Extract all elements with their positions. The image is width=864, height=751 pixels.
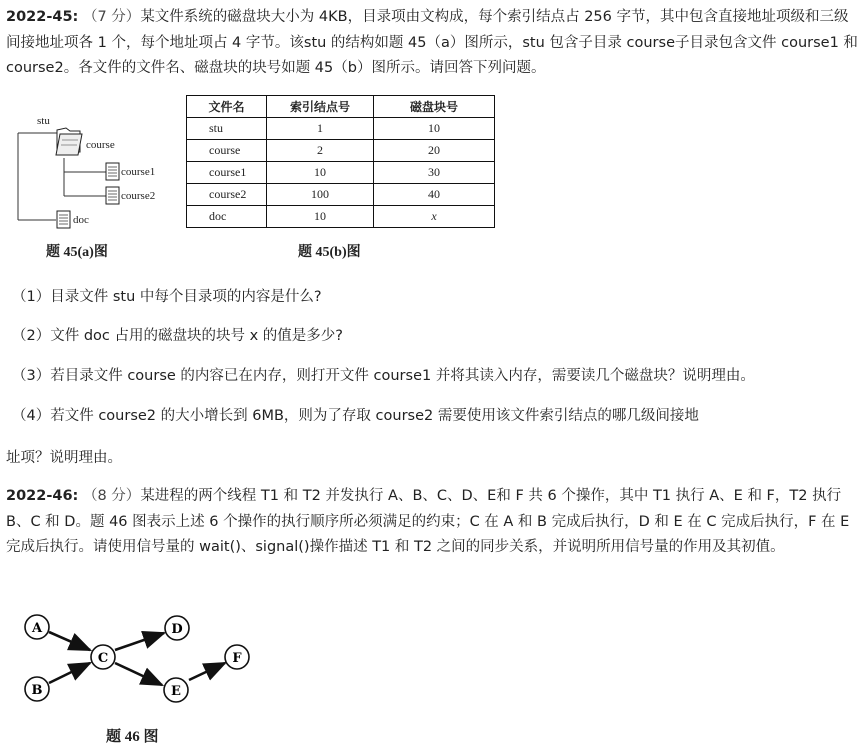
node-label: E bbox=[171, 684, 181, 699]
q45-question-2: （2）文件 doc 占用的磁盘块的块号 x 的值是多少? bbox=[12, 328, 343, 344]
table-cell: 40 bbox=[374, 184, 495, 206]
table-cell: 10 bbox=[267, 206, 374, 228]
table-cell: 30 bbox=[374, 162, 495, 184]
table-cell: 2 bbox=[267, 140, 374, 162]
tree-file-label: course2 bbox=[121, 190, 156, 202]
q45-score: （7 分） bbox=[82, 9, 141, 25]
q46-id: 2022-46: bbox=[6, 488, 79, 504]
q45-id: 2022-45: bbox=[6, 9, 79, 25]
table-cell: doc bbox=[187, 206, 267, 228]
table-row bbox=[187, 118, 495, 140]
q45-question-3: （3）若目录文件 course 的内容已在内存，则打开文件 course1 并将其读入内存，需要读几个磁盘块？说明理由。 bbox=[12, 368, 755, 384]
table-row bbox=[187, 162, 495, 184]
edge-a-c bbox=[49, 632, 90, 650]
figure-46-caption: 题 46 图 bbox=[106, 729, 159, 745]
table-cell: x bbox=[374, 206, 495, 228]
q45-question-1: （1）目录文件 stu 中每个目录项的内容是什么? bbox=[12, 289, 322, 305]
document-icon bbox=[57, 211, 70, 228]
file-table bbox=[186, 95, 495, 228]
graph-node-f bbox=[225, 645, 249, 669]
table-header: 文件名 bbox=[187, 96, 267, 118]
q46-text: 某进程的两个线程 T1 和 T2 并发执行 A、B、C、D、E和 F 共 6 个操作，其中 T1 执行 A、E 和 F，T2 执行B、C 和 D。题 46 图表示上述 6 个操作的执行顺序所必须满足的约束；C 在 A 和 B 完成后执行，D 和 E 在 C 完成后执行，F 在 E 完成后执行。请使用信号量的 wait()、signal()操作描述 T1 和 T2 之间的同步关系，并说明所用信号量的作用及其初值。 bbox=[6, 488, 850, 555]
document-icon bbox=[106, 187, 119, 204]
edge-c-e bbox=[115, 663, 162, 685]
edge-c-d bbox=[115, 633, 164, 650]
tree-file-label: course1 bbox=[121, 166, 156, 178]
table-cell: stu bbox=[187, 118, 267, 140]
node-label: D bbox=[171, 622, 183, 637]
document-icon bbox=[106, 163, 119, 180]
tree-dir-label: course bbox=[86, 139, 115, 151]
table-cell: course bbox=[187, 140, 267, 162]
node-label: C bbox=[97, 651, 109, 666]
table-row bbox=[187, 184, 495, 206]
graph-node-d bbox=[165, 616, 189, 640]
table-cell: course1 bbox=[187, 162, 267, 184]
table-cell: 100 bbox=[267, 184, 374, 206]
graph-edges bbox=[49, 632, 225, 685]
table-cell: course2 bbox=[187, 184, 267, 206]
edge-e-f bbox=[189, 663, 225, 680]
figure-45b-caption: 题 45(b)图 bbox=[298, 245, 361, 260]
q45-question-4: （4）若文件 course2 的大小增长到 6MB，则为了存取 course2 需要使用该文件索引结点的哪几级间接地 bbox=[12, 408, 699, 424]
tree-doc-label: doc bbox=[73, 214, 89, 226]
q45-intro: 某文件系统的磁盘块大小为 4KB，目录项由文构成，每个索引结点占 256 字节，其中包含直接地址项级和三级间接地址项各 1 个，每个地址项占 4 字节。该stu 的结构如题 45（a）图所示，stu 包含子目录 course子目录包含文件 course1 和 course2。各文件的文件名、磁盘块的块号如题 45（b）图所示。请回答下列问题。 bbox=[6, 9, 858, 76]
q45-question-4-cont: 址项？说明理由。 bbox=[6, 450, 122, 466]
table-cell: 10 bbox=[374, 118, 495, 140]
table-header: 磁盘块号 bbox=[374, 96, 495, 118]
table-header: 索引结点号 bbox=[267, 96, 374, 118]
graph-node-e bbox=[164, 678, 188, 702]
figure-45a-caption: 题 45(a)图 bbox=[46, 245, 108, 260]
table-cell: 1 bbox=[267, 118, 374, 140]
graph-node-c bbox=[91, 645, 115, 669]
graph-node-a bbox=[25, 615, 49, 639]
node-label: B bbox=[31, 683, 43, 698]
table-header-row bbox=[187, 96, 495, 118]
graph-node-b bbox=[25, 677, 49, 701]
node-label: A bbox=[31, 621, 43, 636]
folder-icon bbox=[56, 128, 82, 155]
table-cell: 10 bbox=[267, 162, 374, 184]
table-cell: 20 bbox=[374, 140, 495, 162]
node-label: F bbox=[232, 651, 242, 666]
q46-score: （8 分） bbox=[82, 488, 141, 504]
edge-b-c bbox=[49, 663, 90, 683]
q46-paragraph bbox=[6, 484, 858, 561]
tree-root-label: stu bbox=[37, 115, 50, 127]
table-row bbox=[187, 206, 495, 228]
table-row bbox=[187, 140, 495, 162]
